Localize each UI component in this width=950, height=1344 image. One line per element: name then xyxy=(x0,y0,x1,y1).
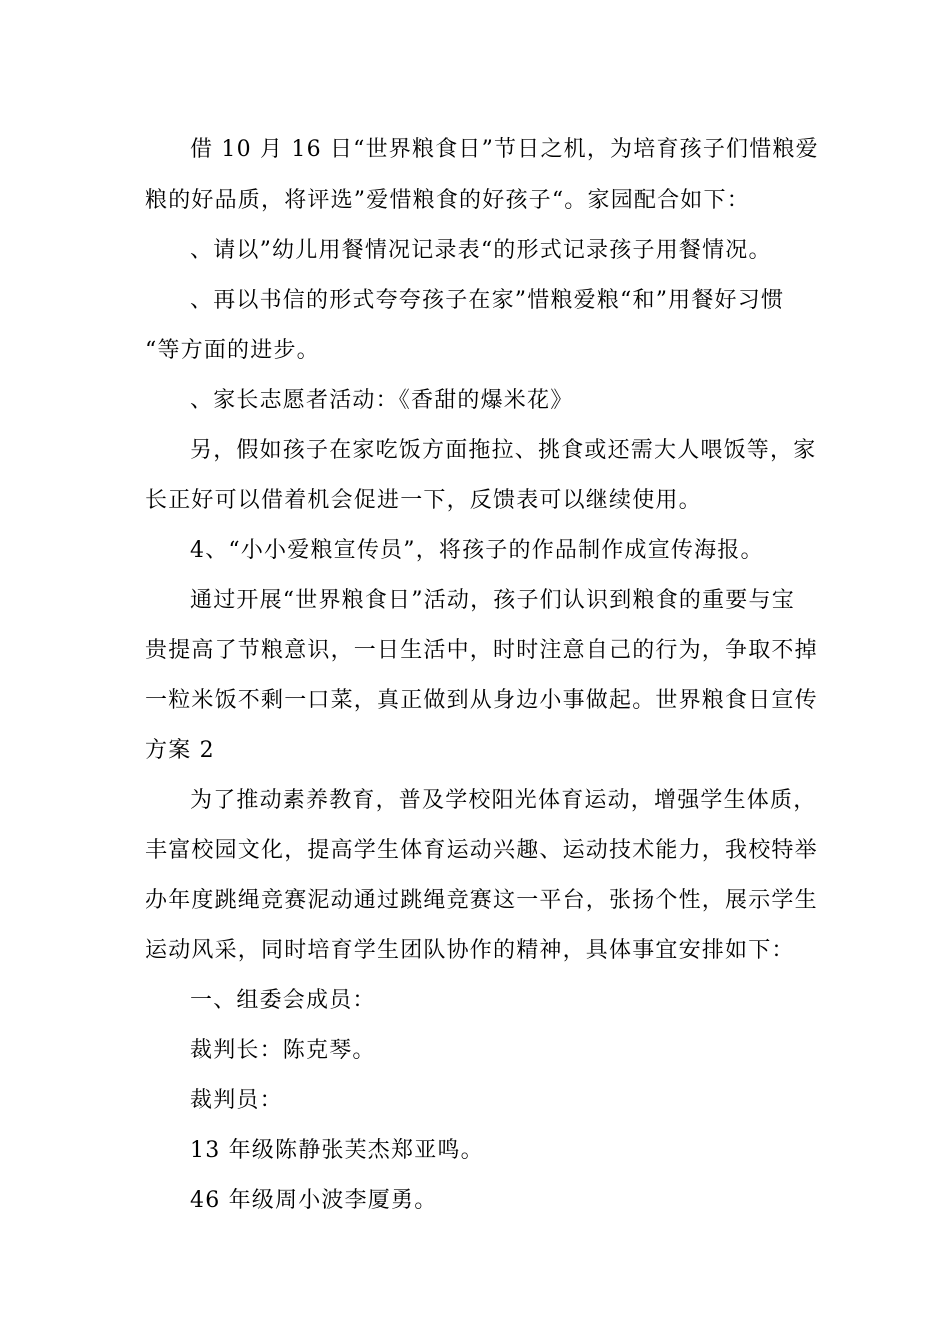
paragraph-line: 另，假如孩子在家吃饭方面拖拉、挑食或还需大人喂饭等，家 xyxy=(190,438,817,463)
paragraph-line: 一粒米饭不剩一口菜，真正做到从身边小事做起。世界粮食日宣传 xyxy=(145,688,818,713)
paragraph-line: 一、组委会成员： xyxy=(190,988,376,1013)
paragraph-line: 粮的好品质，将评选”爱惜粮食的好孩子“。家园配合如下： xyxy=(145,188,750,213)
paragraph-line: 裁判员： xyxy=(190,1088,283,1113)
paragraph-line: 长正好可以借着机会促进一下，反馈表可以继续使用。 xyxy=(145,488,702,513)
paragraph-line: 、请以”幼儿用餐情况记录表“的形式记录孩子用餐情况。 xyxy=(190,238,772,263)
paragraph-line: 借 10 月 16 日“世界粮食日”节日之机，为培育孩子们惜粮爱 xyxy=(190,137,819,162)
paragraph-line: 丰富校园文化，提高学生体育运动兴趣、运动技术能力，我校特举 xyxy=(145,838,818,863)
paragraph-line: 13 年级陈静张芙杰郑亚鸣。 xyxy=(190,1138,484,1163)
paragraph-line: 裁判长：陈克琴。 xyxy=(190,1038,376,1063)
paragraph-line: 办年度跳绳竞赛泥动通过跳绳竞赛这一平台，张扬个性，展示学生 xyxy=(145,888,818,913)
paragraph-line: “等方面的进步。 xyxy=(145,338,320,363)
paragraph-line: 4、“小小爱粮宣传员”，将孩子的作品制作成宣传海报。 xyxy=(190,538,764,563)
paragraph-line: 方案 2 xyxy=(145,738,215,763)
paragraph-line: 贵提高了节粮意识，一日生活中，时时注意自己的行为，争取不掉 xyxy=(145,638,818,663)
paragraph-line: 46 年级周小波李厦勇。 xyxy=(190,1188,438,1213)
paragraph-line: 、家长志愿者活动：《香甜的爆米花》 xyxy=(190,388,574,413)
paragraph-line: 通过开展“世界粮食日”活动，孩子们认识到粮食的重要与宝 xyxy=(190,588,795,613)
paragraph-line: 、再以书信的形式夸夸孩子在家”惜粮爱粮“和”用餐好习惯 xyxy=(190,288,785,313)
paragraph-line: 为了推动素养教育，普及学校阳光体育运动，增强学生体质， xyxy=(190,788,817,813)
paragraph-line: 运动风采，同时培育学生团队协作的精神，具体事宜安排如下： xyxy=(145,938,795,963)
